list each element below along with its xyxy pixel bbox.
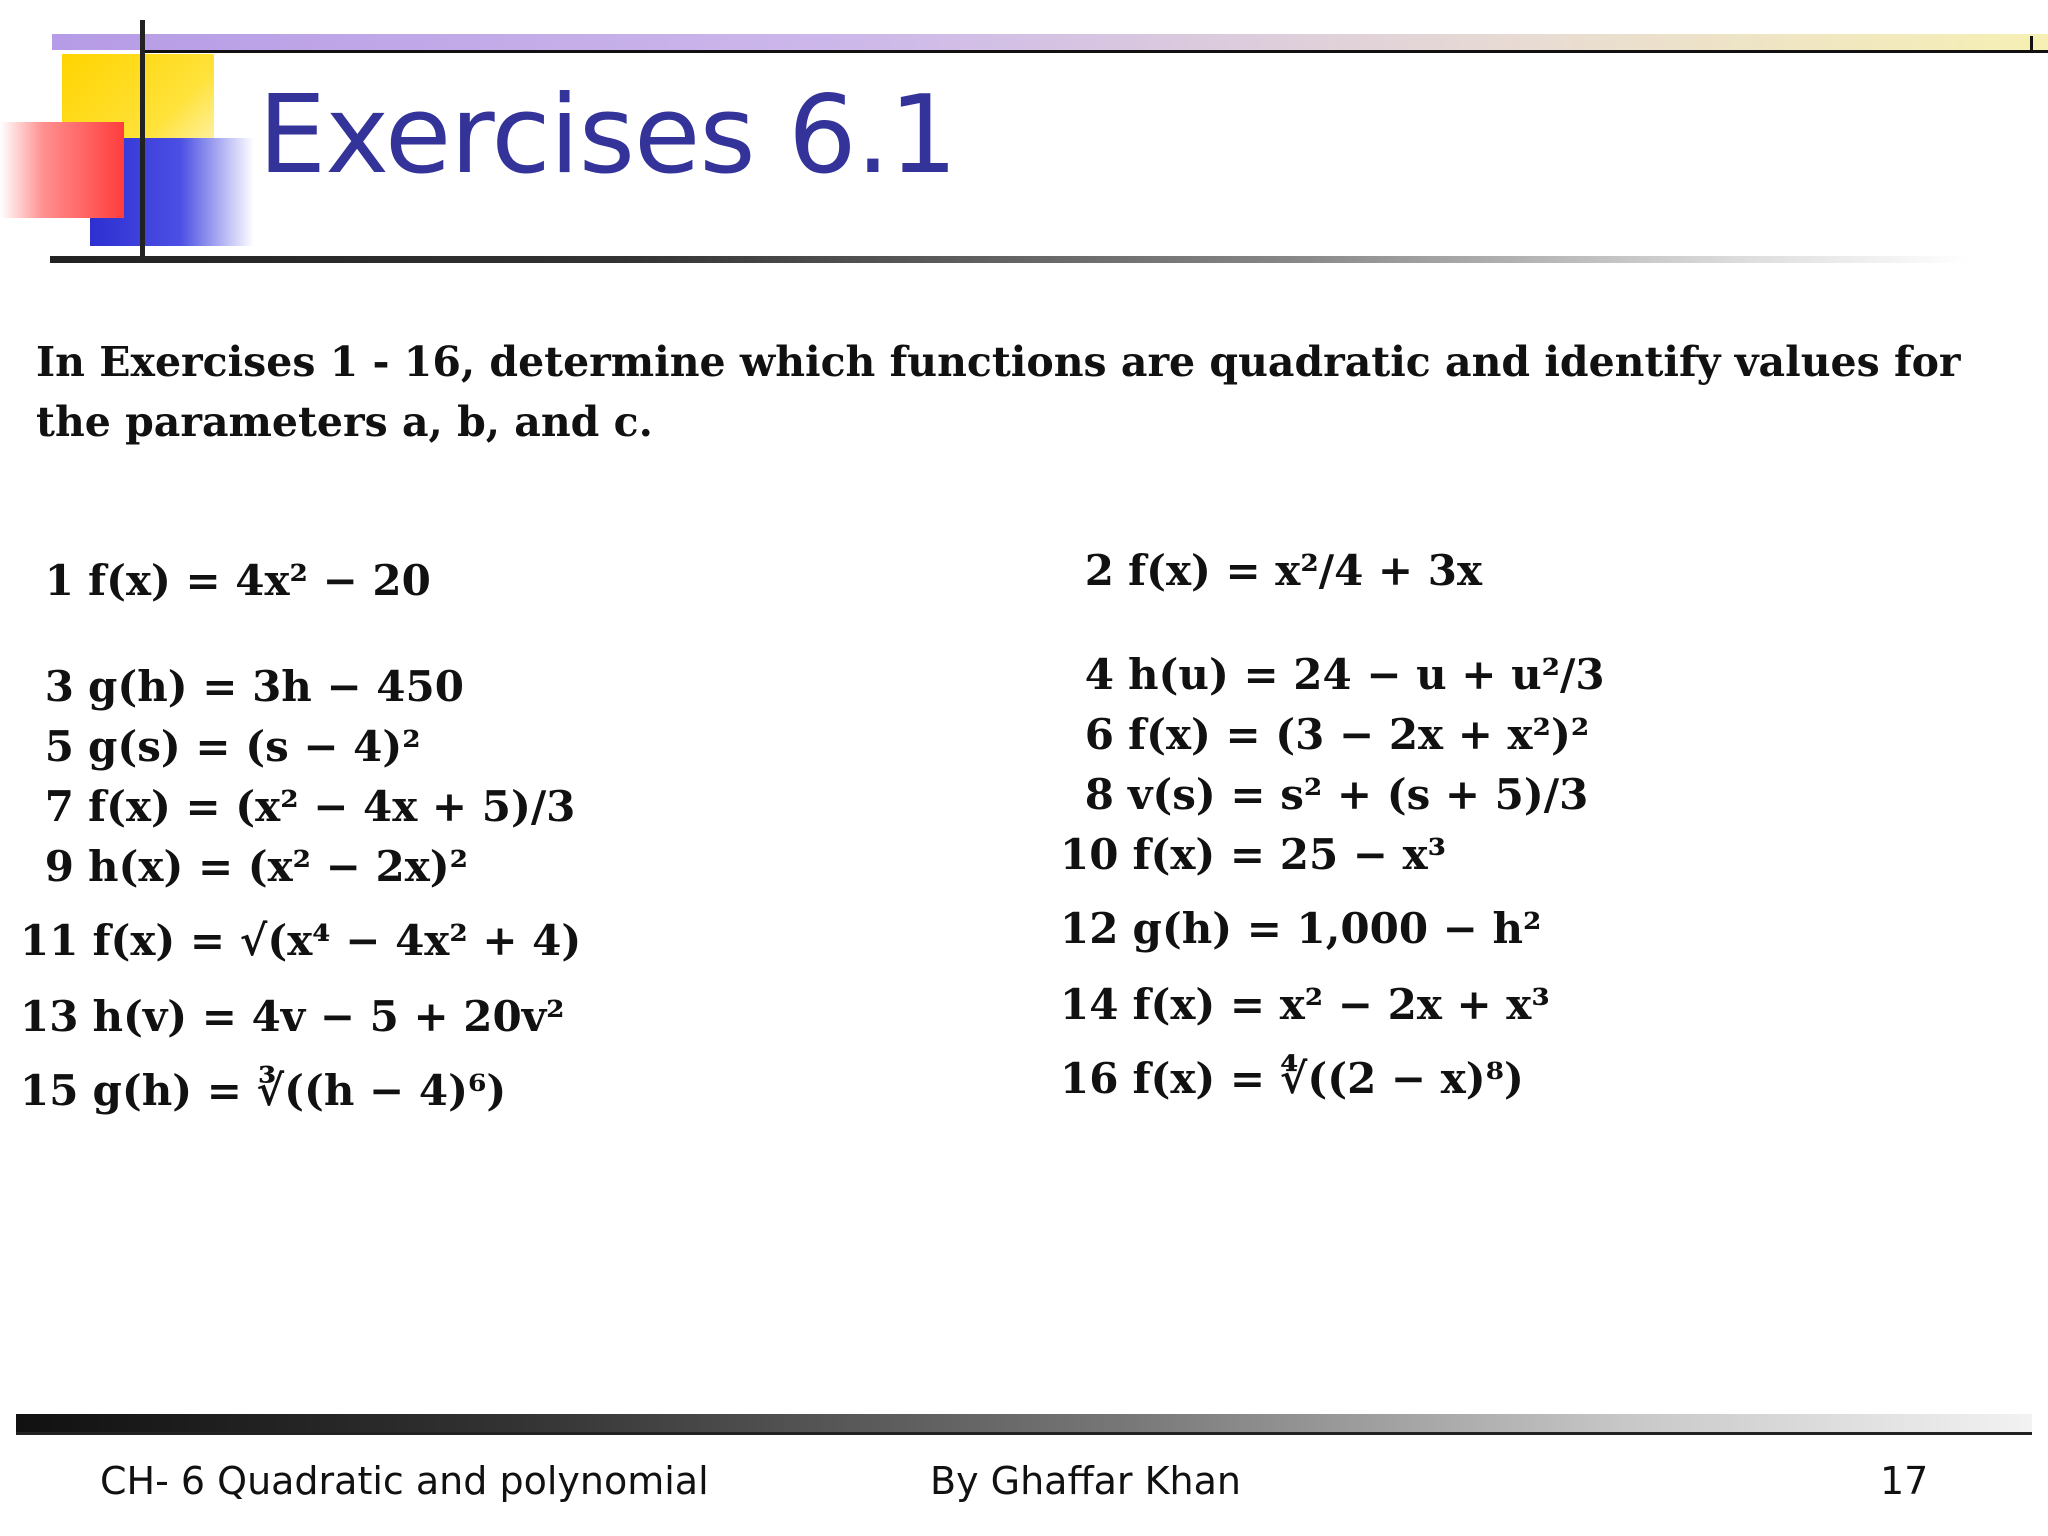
- header-accent-bar: [52, 34, 2048, 50]
- exercise-expression: f(x) = (3 − 2x + x²)²: [1128, 710, 1590, 759]
- exercise-expression: h(u) = 24 − u + u²/3: [1128, 650, 1605, 699]
- exercise-number: 16: [1060, 1054, 1119, 1103]
- exercise-expression: f(x) = x² − 2x + x³: [1132, 980, 1550, 1029]
- decorative-red-square: [0, 122, 124, 218]
- exercise-expression: f(x) = 25 − x³: [1132, 830, 1447, 879]
- exercise-number: 4: [1084, 650, 1114, 699]
- footer-chapter: CH- 6 Quadratic and polynomial: [100, 1459, 709, 1503]
- page-number: 17: [1880, 1459, 1929, 1503]
- exercise-6: [1060, 710, 1590, 759]
- exercise-number: 7: [44, 782, 74, 831]
- exercise-10: [1060, 830, 1447, 879]
- exercise-number: 8: [1084, 770, 1114, 819]
- exercise-number: 14: [1060, 980, 1119, 1029]
- exercise-16: [1060, 1054, 1524, 1103]
- exercise-expression: g(h) = 3h − 450: [88, 662, 464, 711]
- exercise-expression: v(s) = s² + (s + 5)/3: [1128, 770, 1589, 819]
- header-rule-line: [140, 50, 2048, 53]
- exercise-number: 13: [20, 992, 79, 1041]
- footer-rule: [16, 1414, 2032, 1435]
- exercise-number: 9: [44, 842, 74, 891]
- exercise-14: [1060, 980, 1550, 1029]
- exercise-number: 11: [20, 916, 79, 965]
- exercise-4: [1060, 650, 1605, 699]
- exercise-expression: g(h) = ∛((h − 4)⁶): [92, 1066, 507, 1115]
- exercise-8: [1060, 770, 1589, 819]
- title-underline: [50, 256, 1970, 263]
- exercise-number: 5: [44, 722, 74, 771]
- exercise-number: 2: [1084, 546, 1114, 595]
- exercise-12: [1060, 904, 1542, 953]
- exercise-expression: f(x) = 4x² − 20: [88, 556, 431, 605]
- exercise-15: [20, 1066, 507, 1115]
- exercise-expression: g(h) = 1,000 − h²: [1132, 904, 1542, 953]
- exercise-1: [20, 556, 431, 605]
- exercise-11: [20, 916, 582, 965]
- exercise-7: [20, 782, 576, 831]
- decorative-vertical-line: [140, 20, 145, 260]
- exercise-number: 10: [1060, 830, 1119, 879]
- exercise-expression: f(x) = √(x⁴ − 4x² + 4): [92, 916, 582, 965]
- slide-title: Exercises 6.1: [258, 73, 957, 198]
- exercise-expression: h(v) = 4v − 5 + 20v²: [92, 992, 565, 1041]
- exercise-9: [20, 842, 469, 891]
- exercise-expression: g(s) = (s − 4)²: [88, 722, 421, 771]
- instructions-text: In Exercises 1 - 16, determine which functions are quadratic and identify values for the parameters a, b, and c.: [36, 338, 1961, 446]
- exercise-5: [20, 722, 421, 771]
- exercise-number: 6: [1084, 710, 1114, 759]
- exercise-expression: f(x) = x²/4 + 3x: [1128, 546, 1482, 595]
- exercise-2: [1060, 546, 1482, 595]
- exercise-number: 1: [44, 556, 74, 605]
- exercise-number: 15: [20, 1066, 79, 1115]
- exercise-expression: f(x) = ∜((2 − x)⁸): [1132, 1054, 1524, 1103]
- exercise-number: 12: [1060, 904, 1119, 953]
- exercise-expression: f(x) = (x² − 4x + 5)/3: [88, 782, 576, 831]
- exercise-13: [20, 992, 565, 1041]
- header-rule-end: [2030, 36, 2033, 53]
- exercise-3: [20, 662, 464, 711]
- footer-author: By Ghaffar Khan: [930, 1459, 1241, 1503]
- exercise-number: 3: [44, 662, 74, 711]
- exercise-expression: h(x) = (x² − 2x)²: [88, 842, 469, 891]
